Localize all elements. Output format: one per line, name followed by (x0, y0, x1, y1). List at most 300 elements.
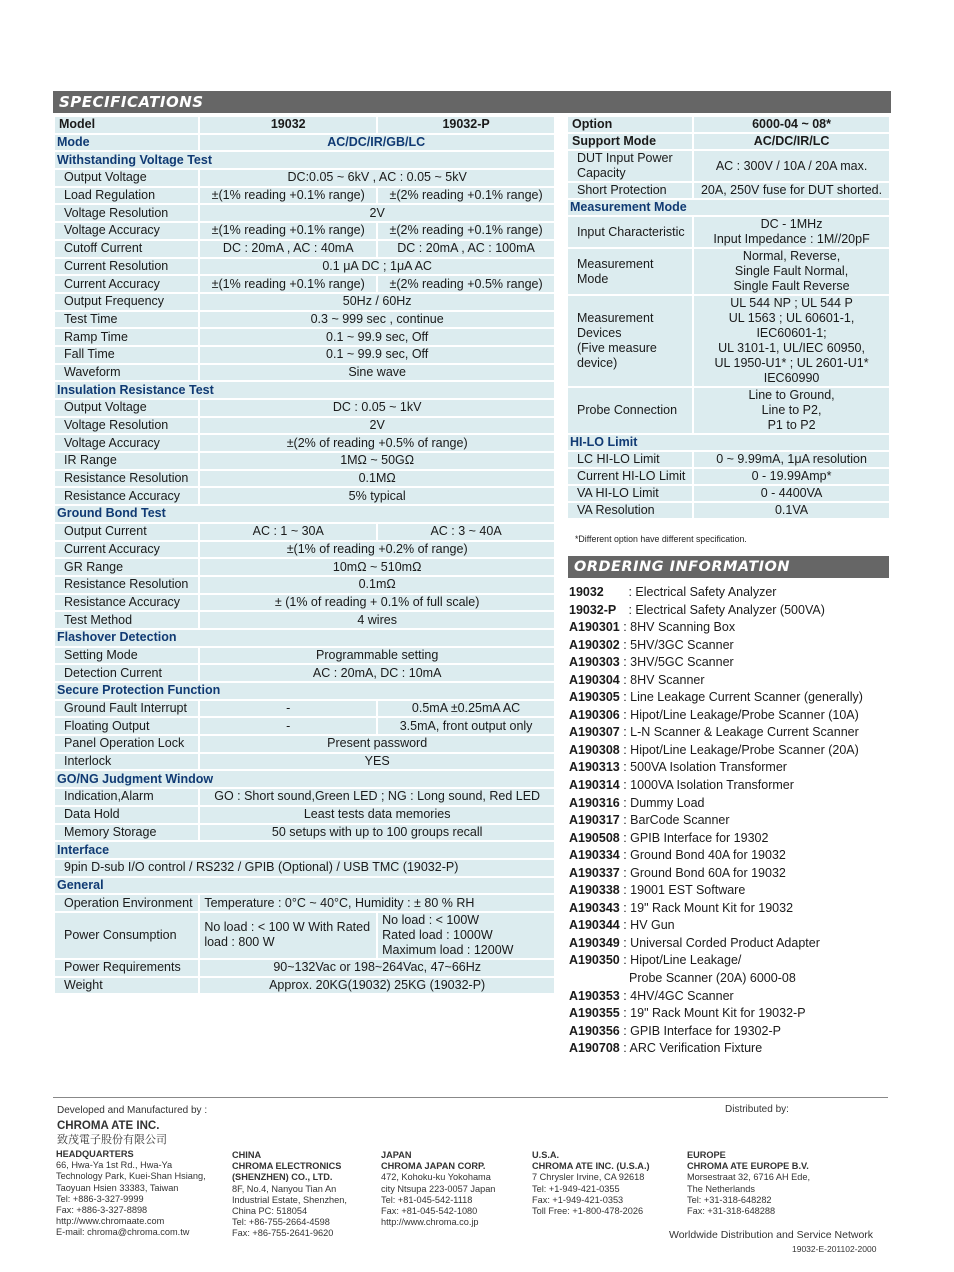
ordering-code: A190314 (569, 778, 620, 793)
spec-row (55, 117, 554, 133)
ordering-item (569, 1005, 863, 1023)
office-line: CHROMA ELECTRONICS (232, 1161, 342, 1172)
footer-distributed-by: Distributed by: (725, 1104, 789, 1115)
spec-cell: Line to Ground, Line to P2, P1 to P2 (694, 388, 889, 433)
spec-cell: Input Characteristic (568, 217, 692, 247)
ordering-desc: : GPIB Interface for 19302-P (619, 1023, 781, 1038)
spec-row (55, 960, 554, 976)
ordering-item (569, 935, 863, 953)
spec-cell: Setting Mode (55, 648, 198, 664)
spec-cell: Current Accuracy (55, 276, 198, 292)
spec-row (55, 683, 554, 699)
spec-cell: 0.5mA ±0.25mA AC (378, 701, 554, 717)
ordering-code: A190353 (569, 988, 620, 1003)
spec-row (55, 559, 554, 575)
spec-cell: Measurement Mode (568, 200, 889, 215)
option-footnote: *Different option have different specification. (575, 534, 747, 544)
spec-cell: Data Hold (55, 807, 198, 823)
spec-cell: Test Time (55, 312, 198, 328)
office-line: Fax: +31-318-648288 (687, 1206, 776, 1217)
spec-row (568, 151, 889, 181)
ordering-code: A190306 (569, 707, 620, 722)
spec-cell: Panel Operation Lock (55, 736, 198, 752)
spec-row (55, 170, 554, 186)
spec-cell: Waveform (55, 365, 198, 381)
spec-cell: 0.1mΩ (200, 577, 554, 593)
spec-row (55, 542, 554, 558)
spec-cell: AC : 1 ~ 30A (200, 524, 376, 540)
spec-row (55, 347, 554, 363)
spec-cell: AC : 3 ~ 40A (378, 524, 554, 540)
spec-cell: Option (568, 117, 692, 132)
spec-cell: Current Accuracy (55, 542, 198, 558)
ordering-code: A190508 (569, 830, 620, 845)
office-title: CHINA (232, 1150, 262, 1160)
office-line: Tel: +81-045-542-1118 (381, 1194, 473, 1205)
ordering-item (569, 1040, 863, 1058)
spec-row (55, 665, 554, 681)
spec-cell: DC - 1MHz Input Impedance : 1M//20pF (694, 217, 889, 247)
spec-row (55, 135, 554, 151)
spec-row (55, 807, 554, 823)
spec-cell: 19032 (200, 117, 376, 133)
spec-cell: 0.1MΩ (200, 471, 554, 487)
specifications-table-left (53, 115, 556, 995)
spec-cell: VA Resolution (568, 503, 692, 518)
ordering-desc: : 4HV/4GC Scanner (619, 988, 734, 1003)
spec-row (55, 825, 554, 841)
office-line: Fax: +81-045-542-1080 (381, 1206, 478, 1217)
spec-row (55, 648, 554, 664)
spec-cell: 6000-04 ~ 08* (694, 117, 889, 132)
spec-cell: 2V (200, 205, 554, 221)
ordering-item (569, 672, 863, 690)
spec-cell: Ramp Time (55, 329, 198, 345)
office-line[interactable]: E-mail: chroma@chroma.com.tw (56, 1227, 190, 1238)
ordering-desc: : 3HV/5GC Scanner (619, 655, 734, 670)
spec-cell: Power Requirements (55, 960, 198, 976)
spec-row (55, 312, 554, 328)
spec-row (55, 736, 554, 752)
spec-cell: 4 wires (200, 612, 554, 628)
spec-cell: AC/DC/IR/GB/LC (200, 135, 554, 151)
spec-row (55, 259, 554, 275)
spec-cell: Power Consumption (55, 913, 198, 958)
spec-cell: DC : 0.05 ~ 1kV (200, 400, 554, 416)
spec-cell: Output Frequency (55, 294, 198, 310)
ordering-item (569, 847, 863, 865)
ordering-code: A190338 (569, 883, 620, 898)
ordering-desc: : Ground Bond 60A for 19032 (619, 865, 786, 880)
ordering-code: A190317 (569, 813, 620, 828)
ordering-desc: : Universal Corded Product Adapter (619, 935, 820, 950)
ordering-list (569, 584, 863, 1058)
spec-row (55, 913, 554, 958)
spec-row (55, 152, 554, 168)
spec-cell: HI-LO Limit (568, 435, 889, 450)
spec-cell: Floating Output (55, 718, 198, 734)
office-line: Tel: +1-949-421-0355 (532, 1183, 620, 1194)
spec-cell: Detection Current (55, 665, 198, 681)
spec-row (55, 612, 554, 628)
spec-cell: 9pin D-sub I/O control / RS232 / GPIB (Optional) / USB TMC (19032-P) (55, 860, 554, 876)
ordering-desc: : Electrical Safety Analyzer (500VA) (625, 602, 825, 617)
spec-row (55, 400, 554, 416)
spec-cell: Model (55, 117, 198, 133)
spec-cell: Resistance Accuracy (55, 488, 198, 504)
spec-cell: 10mΩ ~ 510mΩ (200, 559, 554, 575)
spec-cell: DUT Input Power Capacity (568, 151, 692, 181)
ordering-information-banner: ORDERING INFORMATION (568, 556, 889, 578)
ordering-code: A190302 (569, 637, 620, 652)
spec-row (55, 771, 554, 787)
spec-cell: ±(2% reading +0.1% range) (378, 223, 554, 239)
ordering-item (569, 865, 863, 883)
spec-cell: Support Mode (568, 134, 692, 149)
spec-cell: IR Range (55, 453, 198, 469)
office-line: 472, Kohoku-ku Yokohama (381, 1172, 491, 1183)
spec-cell: Indication,Alarm (55, 789, 198, 805)
ordering-desc: : 19001 EST Software (619, 883, 746, 898)
spec-cell: Current HI-LO Limit (568, 469, 692, 484)
spec-cell: No load : < 100 W With Rated load : 800 W (200, 913, 376, 958)
spec-cell: 50 setups with up to 100 groups recall (200, 825, 554, 841)
spec-cell: Interface (55, 842, 554, 858)
ordering-code: 19032-P (569, 602, 617, 617)
specifications-table-right (566, 115, 891, 520)
spec-cell: 0 - 19.99Amp* (694, 469, 889, 484)
spec-row (55, 435, 554, 451)
ordering-code: A190708 (569, 1041, 620, 1056)
ordering-desc: : Hipot/Line Leakage/Probe Scanner (10A) (619, 707, 859, 722)
spec-cell: Test Method (55, 612, 198, 628)
spec-cell: Short Protection (568, 183, 692, 198)
spec-cell: Ground Fault Interrupt (55, 701, 198, 717)
ordering-item (569, 952, 863, 970)
spec-row (55, 577, 554, 593)
spec-cell: Voltage Resolution (55, 205, 198, 221)
spec-cell: Output Current (55, 524, 198, 540)
ordering-item (569, 637, 863, 655)
ordering-code: A190307 (569, 725, 620, 740)
spec-row (568, 486, 889, 501)
office-title: U.S.A. (532, 1150, 560, 1160)
spec-row (55, 978, 554, 994)
office-line[interactable]: http://www.chromaate.com (56, 1216, 165, 1227)
spec-row (55, 718, 554, 734)
spec-cell: GO/NG Judgment Window (55, 771, 554, 787)
office-line: Tel: +86-755-2664-4598 (232, 1217, 330, 1228)
office-line: CHROMA ATE INC. (U.S.A.) (532, 1161, 650, 1172)
ordering-desc: : 19" Rack Mount Kit for 19032 (619, 900, 794, 915)
ordering-item (569, 1023, 863, 1041)
spec-cell: Approx. 20KG(19032) 25KG (19032-P) (200, 978, 554, 994)
spec-row (55, 471, 554, 487)
spec-row (55, 365, 554, 381)
office-line: city Ntsupa 223-0057 Japan (381, 1183, 496, 1194)
spec-cell: Withstanding Voltage Test (55, 152, 554, 168)
footer-doc-code: 19032-E-201102-2000 (792, 1244, 877, 1254)
spec-row (568, 435, 889, 450)
ordering-code: A190344 (569, 918, 620, 933)
spec-row (55, 878, 554, 894)
ordering-code: A190334 (569, 848, 620, 863)
office-title: EUROPE (687, 1150, 726, 1160)
spec-row (55, 453, 554, 469)
office-address (532, 1150, 650, 1217)
spec-cell: AC : 20mA, DC : 10mA (200, 665, 554, 681)
spec-cell: Ground Bond Test (55, 506, 554, 522)
office-line: 8F, No.4, Nanyou Tian An (232, 1183, 337, 1194)
office-line: Tel: +31-318-648282 (687, 1194, 772, 1205)
spec-cell: 0.3 ~ 999 sec , continue (200, 312, 554, 328)
spec-cell: GR Range (55, 559, 198, 575)
spec-row (55, 895, 554, 911)
spec-row (568, 296, 889, 386)
office-line: Taoyuan Hsien 33383, Taiwan (56, 1182, 179, 1193)
spec-cell: Interlock (55, 754, 198, 770)
ordering-desc: : Ground Bond 40A for 19032 (619, 848, 786, 863)
spec-cell: 0.1 ~ 99.9 sec, Off (200, 347, 554, 363)
ordering-item (569, 619, 863, 637)
spec-cell: Resistance Resolution (55, 577, 198, 593)
office-line: Fax: +86-755-2641-9620 (232, 1228, 334, 1239)
office-address (232, 1150, 347, 1240)
ordering-item (569, 584, 863, 602)
spec-cell: General (55, 878, 554, 894)
spec-row (568, 117, 889, 132)
spec-cell: 3.5mA, front output only (378, 718, 554, 734)
office-line: (SHENZHEN) CO., LTD. (232, 1172, 333, 1183)
ordering-item (569, 830, 863, 848)
spec-row (55, 595, 554, 611)
office-line: Toll Free: +1-800-478-2026 (532, 1206, 644, 1217)
spec-cell: 0.1 ~ 99.9 sec, Off (200, 329, 554, 345)
ordering-item (569, 759, 863, 777)
spec-row (55, 860, 554, 876)
spec-cell: Output Voltage (55, 170, 198, 186)
ordering-desc: : GPIB Interface for 19302 (619, 830, 769, 845)
spec-row (568, 134, 889, 149)
ordering-item (569, 917, 863, 935)
office-line: CHROMA JAPAN CORP. (381, 1161, 486, 1172)
spec-cell: Voltage Accuracy (55, 435, 198, 451)
ordering-desc: : Electrical Safety Analyzer (625, 585, 777, 599)
ordering-code: A190304 (569, 672, 620, 687)
spec-row (55, 205, 554, 221)
ordering-item (569, 654, 863, 672)
ordering-desc: : BarCode Scanner (619, 813, 730, 828)
spec-cell: LC HI-LO Limit (568, 452, 692, 467)
ordering-item (569, 882, 863, 900)
spec-cell: ±(2% of reading +0.5% of range) (200, 435, 554, 451)
ordering-desc: : 8HV Scanner (619, 672, 705, 687)
spec-cell: DC:0.05 ~ 6kV , AC : 0.05 ~ 5kV (200, 170, 554, 186)
spec-row (55, 294, 554, 310)
ordering-desc: : ARC Verification Fixture (619, 1041, 763, 1056)
spec-cell: Mode (55, 135, 198, 151)
spec-cell: Temperature : 0°C ~ 40°C, Humidity : ± 80 % RH (200, 895, 554, 911)
ordering-item (569, 707, 863, 725)
spec-cell: Measurement Devices (Five measure device) (568, 296, 692, 386)
spec-cell: DC : 20mA , AC : 40mA (200, 241, 376, 257)
spec-cell: Measurement Mode (568, 249, 692, 294)
spec-cell: Output Voltage (55, 400, 198, 416)
office-line: 66, Hwa-Ya 1st Rd., Hwa-Ya (56, 1160, 173, 1171)
spec-cell: VA HI-LO Limit (568, 486, 692, 501)
spec-cell: AC : 300V / 10A / 20A max. (694, 151, 889, 181)
ordering-desc: : 19" Rack Mount Kit for 19032-P (619, 1006, 806, 1021)
spec-cell: Sine wave (200, 365, 554, 381)
spec-row (55, 382, 554, 398)
spec-row (55, 329, 554, 345)
spec-row (55, 223, 554, 239)
footer-network: Worldwide Distribution and Service Network (669, 1229, 874, 1241)
ordering-code: A190301 (569, 620, 620, 635)
spec-cell: ±(2% reading +0.1% range) (378, 188, 554, 204)
office-line: 7 Chrysler Irvine, CA 92618 (532, 1172, 645, 1183)
ordering-item (569, 777, 863, 795)
ordering-item (569, 795, 863, 813)
specifications-banner: SPECIFICATIONS (53, 91, 891, 113)
spec-row (55, 418, 554, 434)
office-address (381, 1150, 495, 1228)
ordering-code: A190349 (569, 935, 620, 950)
ordering-code: A190313 (569, 760, 620, 775)
ordering-desc: : 500VA Isolation Transformer (619, 760, 787, 775)
ordering-code: A190350 (569, 953, 620, 968)
spec-cell: Programmable setting (200, 648, 554, 664)
ordering-desc: : 8HV Scanning Box (619, 620, 736, 635)
spec-cell: ±(1% reading +0.1% range) (200, 188, 376, 204)
spec-row (55, 630, 554, 646)
spec-row (568, 249, 889, 294)
spec-row (568, 469, 889, 484)
spec-cell: 0 ~ 9.99mA, 1μA resolution (694, 452, 889, 467)
office-address (687, 1150, 810, 1217)
ordering-desc: : L-N Scanner & Leakage Current Scanner (619, 725, 859, 740)
spec-row (568, 200, 889, 215)
ordering-code: A190343 (569, 900, 620, 915)
spec-cell: - (200, 718, 376, 734)
ordering-desc: : Dummy Load (619, 795, 705, 810)
spec-cell: Resistance Accuracy (55, 595, 198, 611)
spec-cell: Secure Protection Function (55, 683, 554, 699)
office-line: Fax: +1-949-421-0353 (532, 1194, 624, 1205)
office-line: China PC: 518054 (232, 1206, 308, 1217)
office-line[interactable]: http://www.chroma.co.jp (381, 1217, 479, 1228)
ordering-desc: : Hipot/Line Leakage/ (619, 953, 742, 968)
footer-company-cn: 致茂電子股份有限公司 (57, 1134, 167, 1146)
spec-cell: Fall Time (55, 347, 198, 363)
ordering-code: 19032 (569, 585, 604, 599)
spec-cell: Probe Connection (568, 388, 692, 433)
spec-cell: 0 - 4400VA (694, 486, 889, 501)
ordering-item (569, 689, 863, 707)
spec-cell: ±(2% reading +0.5% range) (378, 276, 554, 292)
spec-cell: GO : Short sound,Green LED ; NG : Long sound, Red LED (200, 789, 554, 805)
spec-cell: UL 544 NP ; UL 544 P UL 1563 ; UL 60601-1, IEC60601-1; UL 3101-1, UL/IEC 60950, UL 1950-U1* ; UL 2601-U1* IEC60990 (694, 296, 889, 386)
ordering-item (569, 970, 863, 988)
spec-cell: 2V (200, 418, 554, 434)
ordering-code: A190356 (569, 1023, 620, 1038)
spec-cell: Memory Storage (55, 825, 198, 841)
ordering-item (569, 988, 863, 1006)
spec-cell: YES (200, 754, 554, 770)
spec-row (55, 241, 554, 257)
spec-row (55, 276, 554, 292)
spec-cell: Current Resolution (55, 259, 198, 275)
ordering-code: A190303 (569, 655, 620, 670)
office-line: Industrial Estate, Shenzhen, (232, 1194, 347, 1205)
spec-row (568, 503, 889, 518)
spec-cell: AC/DC/IR/LC (694, 134, 889, 149)
spec-row (55, 754, 554, 770)
spec-cell: 0.1VA (694, 503, 889, 518)
spec-cell: ±(1% reading +0.1% range) (200, 276, 376, 292)
office-address (56, 1149, 206, 1239)
spec-cell: 5% typical (200, 488, 554, 504)
spec-cell: 90~132Vac or 198~264Vac, 47~66Hz (200, 960, 554, 976)
ordering-item (569, 742, 863, 760)
spec-row (568, 452, 889, 467)
spec-row (55, 188, 554, 204)
spec-cell: Load Regulation (55, 188, 198, 204)
spec-cell: Voltage Accuracy (55, 223, 198, 239)
ordering-desc: : Hipot/Line Leakage/Probe Scanner (20A) (619, 742, 859, 757)
ordering-desc: : HV Gun (619, 918, 675, 933)
office-title: JAPAN (381, 1150, 412, 1160)
spec-cell: Operation Environment (55, 895, 198, 911)
spec-row (55, 701, 554, 717)
spec-row (55, 524, 554, 540)
spec-cell: DC : 20mA , AC : 100mA (378, 241, 554, 257)
ordering-code: A190308 (569, 742, 620, 757)
spec-cell: Weight (55, 978, 198, 994)
spec-cell: 20A, 250V fuse for DUT shorted. (694, 183, 889, 198)
ordering-desc-cont: Probe Scanner (20A) 6000-08 (629, 971, 796, 986)
ordering-desc: : 5HV/3GC Scanner (619, 637, 734, 652)
ordering-code: A190355 (569, 1006, 620, 1021)
footer-divider (53, 1097, 888, 1098)
office-line: Morsestraat 32, 6716 AH Ede, (687, 1172, 811, 1183)
spec-cell: Present password (200, 736, 554, 752)
ordering-item (569, 900, 863, 918)
ordering-item (569, 602, 863, 620)
spec-cell: ±(1% reading +0.1% range) (200, 223, 376, 239)
office-title: HEADQUARTERS (56, 1149, 134, 1159)
office-line: Technology Park, Kuei-Shan Hsiang, (56, 1171, 206, 1182)
spec-cell: 0.1 μA DC ; 1μA AC (200, 259, 554, 275)
ordering-item (569, 812, 863, 830)
spec-cell: Resistance Resolution (55, 471, 198, 487)
spec-cell: 1MΩ ~ 50GΩ (200, 453, 554, 469)
ordering-desc: : 1000VA Isolation Transformer (619, 778, 794, 793)
spec-cell: 19032-P (378, 117, 554, 133)
spec-row (568, 183, 889, 198)
ordering-code: A190305 (569, 690, 620, 705)
spec-cell: ±(1% of reading +0.2% of range) (200, 542, 554, 558)
office-line: CHROMA ATE EUROPE B.V. (687, 1161, 809, 1172)
ordering-desc: : Line Leakage Current Scanner (generally) (619, 690, 863, 705)
spec-row (55, 506, 554, 522)
ordering-code: A190337 (569, 865, 620, 880)
spec-row (55, 789, 554, 805)
spec-cell: Voltage Resolution (55, 418, 198, 434)
spec-cell: - (200, 701, 376, 717)
spec-row (568, 217, 889, 247)
ordering-code: A190316 (569, 795, 620, 810)
